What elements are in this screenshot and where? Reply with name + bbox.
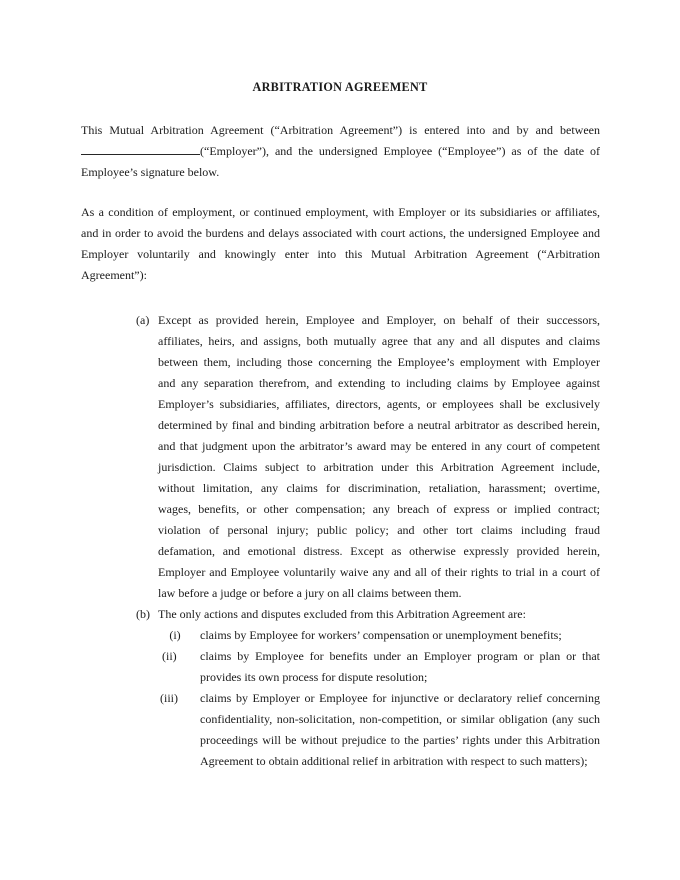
line-text: (“Employer”), and the undersigned Employee (“Employee”) as of the date of xyxy=(200,144,600,158)
line-text: confidentiality, non-solicitation, non-competition, or similar obligation (any such xyxy=(200,712,600,726)
line-text: affiliates, heirs, and assigns, both mutually agree that any and all disputes and claims xyxy=(158,334,600,348)
line-text: jurisdiction. Claims subject to arbitration under this Arbitration Agreement include, xyxy=(158,460,600,474)
text-line xyxy=(81,562,600,583)
line-text: defamation, and emotional distress. Except as otherwise expressly provided herein, xyxy=(158,544,600,558)
line-text: Employer’s subsidiaries, affiliates, directors, agents, or employees shall be exclusively xyxy=(158,397,600,411)
text-line xyxy=(81,436,600,457)
terms-list xyxy=(81,310,600,772)
line-text: without limitation, any claims for discrimination, retaliation, harassment; overtime, xyxy=(158,481,600,495)
fill-in-blank-line xyxy=(81,153,200,155)
line-text: claims by Employer or Employee for injunctive or declaratory relief concerning xyxy=(200,691,600,705)
line-text: Agreement to obtain additional relief in arbitration with respect to such matters); xyxy=(200,754,588,768)
line-text: violation of personal injury; public policy; and other tort claims including fraud xyxy=(158,523,600,537)
text-line xyxy=(81,244,600,265)
paragraph-intro xyxy=(81,120,600,183)
line-text: and any separation therefrom, and extending to including claims by Employee against xyxy=(158,376,600,390)
list-item-line xyxy=(81,646,600,667)
line-text: determined by final and binding arbitration before a neutral arbitrator as described herein, xyxy=(158,418,600,432)
line-text: and in order to avoid the burdens and delays associated with court actions, the undersigned Employee and xyxy=(81,226,600,240)
text-line xyxy=(81,730,600,751)
list-item-line xyxy=(81,310,600,331)
line-text: between them, including those concerning the Employee’s employment with Employer xyxy=(158,355,600,369)
line-text: provides its own process for dispute resolution; xyxy=(200,670,428,684)
line-text: Agreement”): xyxy=(81,268,147,282)
text-line xyxy=(81,162,600,183)
line-text: Employer and Employee voluntarily waive any and all of their rights to trial in a court of xyxy=(158,565,600,579)
list-item-line xyxy=(81,625,600,646)
line-text: The only actions and disputes excluded from this Arbitration Agreement are: xyxy=(158,607,526,621)
text-line xyxy=(81,478,600,499)
text-line xyxy=(81,265,600,286)
text-line xyxy=(81,202,600,223)
line-text: As a condition of employment, or continued employment, with Employer or its subsidiaries or affiliates, xyxy=(81,205,600,219)
line-text: law before a judge or before a jury on all claims between them. xyxy=(158,586,462,600)
text-line xyxy=(81,141,600,162)
list-marker: (iii) xyxy=(160,691,178,705)
text-line xyxy=(81,394,600,415)
list-marker: (b) xyxy=(136,607,150,621)
text-line xyxy=(81,352,600,373)
list-item-line xyxy=(81,688,600,709)
list-marker: (ii) xyxy=(162,649,177,663)
document-title: ARBITRATION AGREEMENT xyxy=(252,80,428,94)
text-line xyxy=(81,373,600,394)
text-line xyxy=(81,499,600,520)
line-text: Employer voluntarily and knowingly enter into this Mutual Arbitration Agreement (“Arbitration xyxy=(81,247,600,261)
list-item-line xyxy=(81,604,600,625)
text-line xyxy=(81,541,600,562)
line-text: Employee’s signature below. xyxy=(81,165,220,179)
line-text: Except as provided herein, Employee and Employer, on behalf of their successors, xyxy=(158,313,600,327)
line-text: proceedings will be without prejudice to the parties’ rights under this Arbitration xyxy=(200,733,600,747)
line-text: This Mutual Arbitration Agreement (“Arbitration Agreement”) is entered into and by and between xyxy=(81,123,600,137)
text-line xyxy=(81,709,600,730)
line-text: claims by Employee for workers’ compensation or unemployment benefits; xyxy=(200,628,562,642)
line-text: and that judgment upon the arbitrator’s award may be entered in any court of competent xyxy=(158,439,600,453)
list-marker: (i) xyxy=(169,628,181,642)
text-line xyxy=(81,457,600,478)
text-line xyxy=(81,331,600,352)
text-line xyxy=(81,751,600,772)
text-line xyxy=(81,223,600,244)
text-line xyxy=(81,520,600,541)
paragraph-condition xyxy=(81,202,600,286)
text-line xyxy=(81,120,600,141)
line-text: wages, benefits, or other compensation; any breach of express or implied contract; xyxy=(158,502,600,516)
text-line xyxy=(81,583,600,604)
text-line xyxy=(81,667,600,688)
text-line xyxy=(81,415,600,436)
list-marker: (a) xyxy=(136,313,150,327)
line-text: claims by Employee for benefits under an Employer program or plan or that xyxy=(200,649,600,663)
